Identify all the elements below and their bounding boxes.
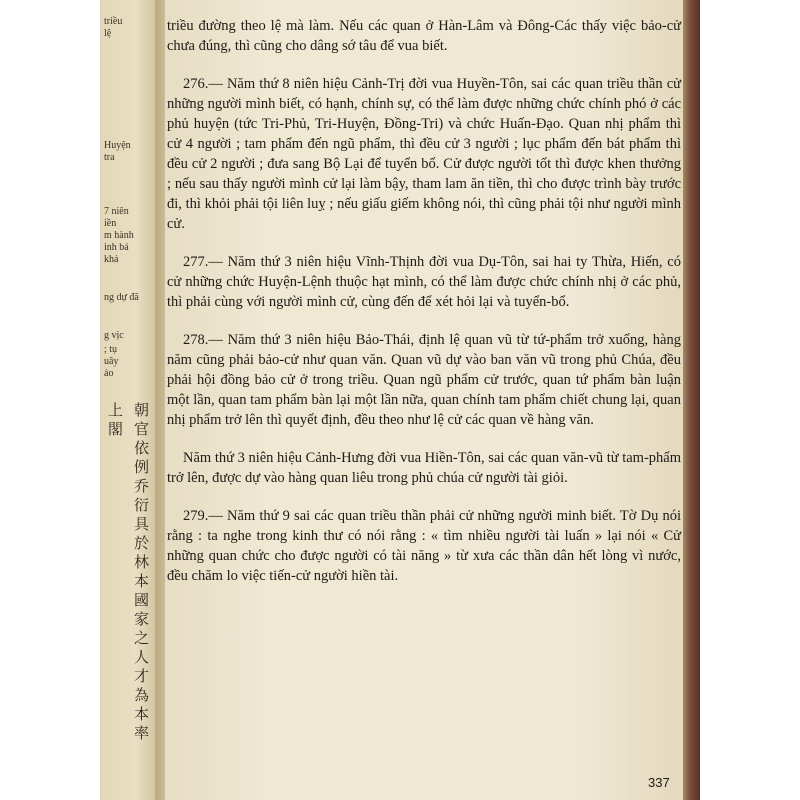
left-fragment: uây xyxy=(104,356,119,367)
left-page xyxy=(100,0,160,800)
left-fragment: ảo xyxy=(104,368,114,379)
left-fragment: tra xyxy=(104,152,115,163)
left-fragment: Huyện xyxy=(104,140,131,151)
paragraph-canh-hung: Năm thứ 3 niên hiệu Cảnh-Hưng đời vua Hiền-Tôn, sai các quan văn-vũ từ tam-phẩm trở lên, được dự vào hàng quan liêu trong phủ chúa cử người tài giỏi. xyxy=(167,450,681,486)
paragraph-276: 276.— Năm thứ 8 niên hiệu Cảnh-Trị đời vua Huyền-Tôn, sai các quan triều thần cử những người mình biết, có hạnh, chính sự, có thể làm được những chức chính phó ở các phủ huyện (tức Tri-Phủ, Tri-Huyện, Đồng-Tri) và chức Huấn-Đạo. Quan nhị phẩm thì cử 4 người ; tam phẩm đến ngũ phẩm, thì đều cử 3 người ; lục phẩm đến bát phẩm thì đều cử 2 người ; đưa sang Bộ Lại để tuyển bổ. Cử được người tốt thì được khen thưởng ; nếu sau thấy người mình cử lại làm bậy, tham lam ăn tiền, thì cho được trình bày trước đi, thì khỏi phải tội liên luỵ ; nếu giấu giếm không nói, thì cũng phải tội như người mình cử. xyxy=(167,76,681,232)
page-edge xyxy=(683,0,700,800)
page-number: 337 xyxy=(648,775,670,790)
paragraph-278: 278.— Năm thứ 3 niên hiệu Bảo-Thái, định lệ quan vũ từ tứ-phẩm trở xuống, hàng năm cũng phải bảo-cử như quan văn. Quan vũ dự vào ban văn vũ trong phủ Chúa, đều phải hội đồng bảo cử ở trong triều. Quan ngũ phẩm cử trước, quan tứ phẩm bàn luận một lần, quan tam phẩm bàn lại một lần nữa, quan chính tam phẩm chiết chung lại, quan nhị phẩm trở lên thì quyết định, đều theo như lệ cử các quan về hàng văn. xyxy=(167,332,681,428)
left-vertical-text: 上閣 xyxy=(106,402,122,440)
paragraph-279: 279.— Năm thứ 9 sai các quan triều thần phải cử những người minh biết. Tờ Dụ nói rằng : ta nghe trong kinh thư có nói rằng : « tìm nhiều người tài luấn » lại nói « Cử những quan chức cho được người có tài năng » từ xưa các thần dân hết lòng vì nước, đều chăm lo việc tiến-cử người hiền tài. xyxy=(167,508,681,584)
left-fragment: triều xyxy=(104,16,123,27)
left-fragment: iền xyxy=(104,218,117,229)
left-fragment: lệ xyxy=(104,28,112,39)
left-fragment: khả xyxy=(104,254,119,265)
left-vertical-text: 朝官依例乔衍具於林本國家之人才為本率 xyxy=(132,402,148,744)
left-fragment: ; tụ xyxy=(104,344,118,355)
left-fragment: g vịc xyxy=(104,330,124,341)
left-fragment: ng dự đã xyxy=(104,292,139,303)
left-fragment: inh bả xyxy=(104,242,129,253)
page-body xyxy=(167,16,681,586)
left-fragment: 7 niên xyxy=(104,206,129,217)
paragraph-277: 277.— Năm thứ 3 niên hiệu Vĩnh-Thịnh đời vua Dụ-Tôn, sai hai ty Thừa, Hiến, có cử những chức Huyện-Lệnh thuộc hạt mình, có thể làm được chức chính nhị ở các phủ, thì phải cùng với người mình cử, cùng đến để xét hỏi lại và tuyển-bổ. xyxy=(167,254,681,310)
paragraph-continued: triều đường theo lệ mà làm. Nếu các quan ở Hàn-Lâm và Đông-Các thấy việc bảo-cử chưa đúng, thì cũng cho dâng sớ tâu để vua biết. xyxy=(167,18,681,54)
left-fragment: m hành xyxy=(104,230,134,241)
